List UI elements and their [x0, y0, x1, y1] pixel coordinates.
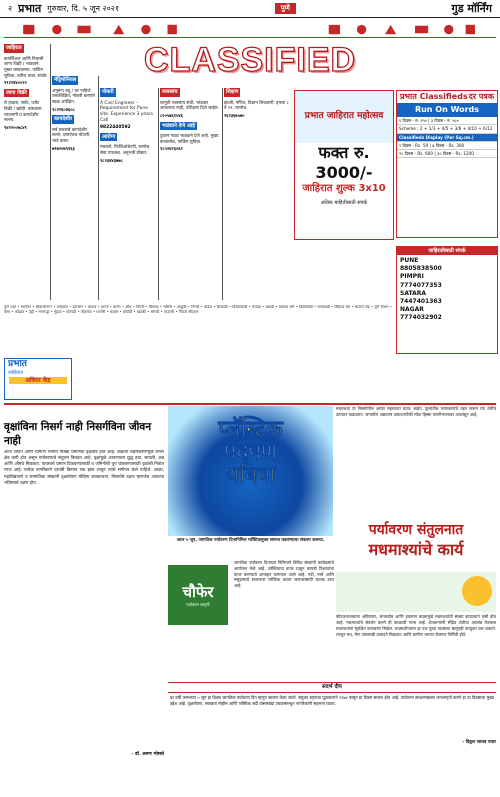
right-heading-1: पर्यावरण संतुलनात — [368, 522, 464, 538]
poster-title-1: प्लॅस्टिक — [218, 417, 283, 442]
locality-ticker: पुणे शहर • स्वारगेट • शिवाजीनगर • कोथरूड • हडपसर • कात्रज • वारजे • बाणेर • औंध • पिंपरी • चिंचवड • भोसरी • आकुर्डी • निगडी • वाकड • हिंजवडी • विश्रांतवाडी • येरवडा • खराडी • वडगाव शेरी • बिबवेवाडी • धनकवडी • सिंहगड रोड • सातारा रोड • पुणे स्टेशन • कॅम्प • कोंढवा • उंड्री • मगरपट्टा • मुंढवा • घोरपडी • लोहगाव • धानोरी • कळस • बोपोडी • खडकी • सांगवी • रहाटणी • पिंपळे सौदागर — [4, 305, 392, 314]
classified-banner: CLASSIFIED — [143, 40, 357, 79]
logo-tag: जाहिरात — [8, 370, 24, 377]
ad-text: घरगुती व्यवसाय संधी, भांडवल आवश्यक नाही, प्रशिक्षण दिले जाईल. — [160, 100, 220, 112]
left-article-title: वृक्षांविना निसर्ग नाही निसर्गविना जीवन नाही — [4, 421, 152, 448]
ad-heading: कायदेशीर — [54, 116, 73, 123]
mid-article: जागतिक पर्यावरण दिनाच्या निमित्ताने विविध संस्थांनी कार्यक्रमांचे आयोजन केले आहे. प्लॅस्टिकचा वापर टाळून कापडी पिशव्यांचा वापर करण्याचे आवाहन करण्यात आले आहे. नदी, नाले आणि समुद्रामध्ये साचणारा प्लॅस्टिक कचरा जलचरांसाठी घातक ठरत आहे. — [234, 560, 334, 589]
ad-phone: ९८२३४४३७७८ — [100, 158, 123, 164]
ad-text: अनुरूप वधू / वर पाहिजे. उच्चशिक्षित, नोकरी करणारे स्थळ अपेक्षित. — [52, 88, 96, 105]
choufer-badge — [168, 565, 228, 625]
right-heading-2: मधमाश्यांचे कार्य — [368, 539, 464, 559]
classified-column-4 — [160, 88, 220, 300]
ad-text: कमर्शिअल आणि निवासी जागा विक्री / भाड्याने. मुख्य रस्त्यालगत, पार्किंग सुविधा, त्वरित ताबा. संपर्क — [4, 56, 47, 79]
ad-phone: ९८५२४२६०६९ — [160, 147, 183, 153]
page-header — [0, 0, 500, 18]
ad-phone: ८२०५७६१५४६ — [160, 113, 183, 119]
ad-phone: ९८२२६०४६०८ — [52, 107, 75, 113]
logo-brand: प्रभात — [8, 359, 27, 369]
rate-card — [396, 90, 498, 238]
rate-line: Classifieds Display (Per Sq.cm.) — [397, 134, 497, 142]
ad-text: दुकान गाळा भाड्याने देणे आहे. मुख्य बाजारपेठ, पार्किंग सुविधा. — [160, 134, 219, 145]
ad-phone: ९४२२००७८४९ — [4, 125, 27, 131]
bee-illustration — [336, 572, 496, 612]
poster-title-3: थांबवा — [225, 463, 276, 489]
ad-text: A Civil Engineer - Requirement for Pune site. Experience 3 years. Call — [100, 100, 155, 123]
column-divider — [222, 88, 223, 300]
ad-text: पंचकर्म, फिजिओथेरपी, घरपोच सेवा उपलब्ध. अनुभवी डॉक्टर. — [100, 145, 150, 157]
city-phone: 8805838500 — [400, 265, 442, 273]
ad-phone: ७९७२०७९१६३ — [52, 146, 75, 152]
poster-title-2: प्रदूषण — [224, 440, 277, 466]
ad-heading: जाहिरात — [6, 45, 22, 51]
rate-brand: प्रभात Classifieds — [400, 92, 468, 101]
rate-line: Scheme : 2 + 1/3 + 4/5 + 3/6 + 4/10 + 6/12 — [397, 125, 497, 133]
promo-offer: फक्त रु. 3000/- — [315, 143, 373, 182]
reference-heading: संदर्भ दीप — [168, 682, 496, 693]
ad-heading: शिक्षण — [226, 89, 239, 95]
contact-heading: जाहिरातीसाठी संपर्क — [397, 247, 497, 255]
rate-line: १५ दिवस - Rs. 600 | ३० दिवस - Rs. 1200 — [397, 150, 497, 158]
city-phone: 7447401363 — [400, 297, 442, 305]
reference-body: दर वर्षी जगभरात ५ जून हा दिवस जागतिक पर्यावरण दिन म्हणून साजरा केला जातो. संयुक्त राष्ट्रांच्या पुढाकाराने १९७४ पासून हा दिवस साजरा होत आहे. पर्यावरण संरक्षणाबाबत जनजागृती करणे हा या दिवसाचा मुख्य उद्देश आहे. वृक्षारोपण, स्वच्छता मोहीम आणि प्लॅस्टिक बंदी यांसारख्या उपक्रमांमधून नागरिकांनी सहभाग घ्यावा. — [170, 694, 494, 706]
ad-heading: भाड्याने देणे आहे — [162, 122, 196, 129]
column-divider — [50, 44, 51, 300]
choufer-title: चौफेर — [182, 583, 214, 602]
right-article-body: कीटकनाशकांचा अतिवापर, जंगलतोड आणि हवामान बदलामुळे मधमाश्यांची संख्या झपाट्याने कमी होत आहे. मधमाश्यांचे संवर्धन करणे ही काळाची गरज आहे. शेतकऱ्यांनी सेंद्रिय शेतीचा अवलंब केल्यास मधमाश्यांना सुरक्षित वातावरण मिळेल. मधमाशीपालन हा एक पूरक व्यवसाय म्हणूनही उपयुक्त ठरू शकतो. त्यातून मध, मेण यांसारखी उत्पादने मिळतात आणि ग्रामीण भागात रोजगार निर्मिती होते. — [336, 614, 496, 637]
ad-phone: 9822440592 — [100, 125, 131, 131]
classified-column-2 — [52, 76, 96, 300]
ad-phone: ९६२३६७५७० — [224, 113, 245, 119]
section-divider — [4, 403, 496, 405]
ad-heading: मॅट्रिमोनियल — [54, 77, 77, 83]
rate-tag: दर पत्रक — [468, 92, 494, 101]
prabhat-jahirat-logo — [4, 358, 72, 400]
category-icons — [23, 25, 475, 34]
column-divider — [98, 76, 99, 300]
date-line: गुरुवार, दि. ५ जून २०२१ — [47, 3, 120, 13]
poster-caption: आज ५ जून, जागतिक पर्यावरण दिनानिमित्त प्लॅस्टिकमुक्त समाज घडवण्याचा संकल्प करूया. — [176, 538, 325, 543]
masthead-brand: प्रभात — [18, 1, 42, 15]
classified-column-3 — [100, 88, 156, 300]
section-title: गुड मॉर्निंग — [451, 1, 492, 15]
ad-heading: आरोग्य — [102, 133, 116, 140]
rate-line: १ दिवस - Rs. 50 | ७ दिवस - Rs. 300 — [397, 142, 497, 150]
edition-tag: पुणे — [275, 3, 296, 14]
city-phone: 7774077353 — [400, 281, 442, 289]
contact-box — [396, 246, 498, 354]
honey-icon — [462, 576, 492, 606]
logo-ribbon: अविरत केंद्र — [9, 377, 67, 385]
city-name: PIMPRI — [400, 273, 424, 281]
city-phone: 7774032902 — [400, 313, 442, 321]
rate-line: १ दिवस - रु. २५० | ३ दिवस - रु. ५०० — [397, 117, 497, 125]
left-article-body: आज जगात आणि ग्रामीण भागात मोठ्या प्रमाणात वृक्षतोड होत आहे. वाढत्या शहरीकरणामुळे जंगल क्षेत्र कमी होत असून पर्यावरणाचे संतुलन बिघडत आहे. वृक्षांमुळे आपल्याला शुद्ध हवा, सावली, अन्न आणि औषधे मिळतात. पावसाचे प्रमाण टिकवण्यासाठी व जमिनीची धूप थांबवण्यासाठी वृक्षांची नितांत गरज आहे. प्रत्येक नागरिकाने दरवर्षी किमान एक झाड लावून त्याचे संगोपन केले पाहिजे. शाळा, महाविद्यालये व सामाजिक संस्थांनी वृक्षारोपण मोहिमा राबवाव्यात. निसर्गाचे रक्षण म्हणजेच आपल्या भविष्याचे रक्षण होय. — [4, 450, 164, 486]
promo-sub: जाहिरात शुल्क 3x10 — [302, 183, 386, 194]
ad-phone: ९९२२४४००२२ — [4, 81, 27, 87]
page-number: २ — [8, 3, 13, 13]
ad-text: इंग्रजी, गणित, विज्ञान शिकवणी. इयत्ता ८ ते १२, घरपोच. — [224, 100, 289, 112]
city-name: PUNE — [400, 257, 419, 265]
ad-heading: नोकरी — [102, 89, 114, 95]
category-icon-bar — [4, 22, 496, 38]
plastic-poster — [168, 406, 333, 536]
ad-heading: जागा विक्री — [6, 89, 27, 96]
right-article-intro: मधमाश्या या निसर्गातील अत्यंत महत्त्वाचा घटक आहेत. फुलांतील परागकणांचे वहन करून त्या शेतीचे उत्पादन वाढवतात. जगातील अन्नधान्य उत्पादनापैकी मोठा हिस्सा परागीभवनावर अवलंबून आहे. — [336, 406, 496, 417]
right-article-author: - विठ्ठल जाधव पवार — [462, 740, 496, 745]
promo-box — [294, 90, 394, 240]
ad-text: सर्व प्रकारचे कायदेशीर सल्ले, दस्तऐवज नोंदणी, भाडे करार. — [52, 127, 91, 145]
choufer-sub: पर्यावरण जागृती — [186, 601, 210, 607]
left-article-author: - डॉ. अरुण भोसले — [131, 752, 164, 757]
right-article-heading — [336, 522, 496, 560]
column-divider — [158, 88, 159, 300]
classified-column-5 — [224, 88, 290, 300]
promo-title: प्रभात जाहिरात महोत्सव — [295, 91, 393, 143]
run-on-words: Run On Words — [397, 103, 497, 117]
ad-text: रो हाऊस, फ्लॅट, प्लॉट विक्री / खरेदी. बांधकाम परवानगी व कायदेशीर सल्ला. — [4, 101, 42, 124]
city-name: SATARA — [400, 289, 427, 297]
ad-heading: व्यवसाय — [162, 89, 178, 95]
promo-note: अधिक माहितीसाठी संपर्क — [320, 199, 368, 206]
city-name: NAGAR — [400, 305, 424, 313]
classified-column-1 — [4, 44, 48, 300]
